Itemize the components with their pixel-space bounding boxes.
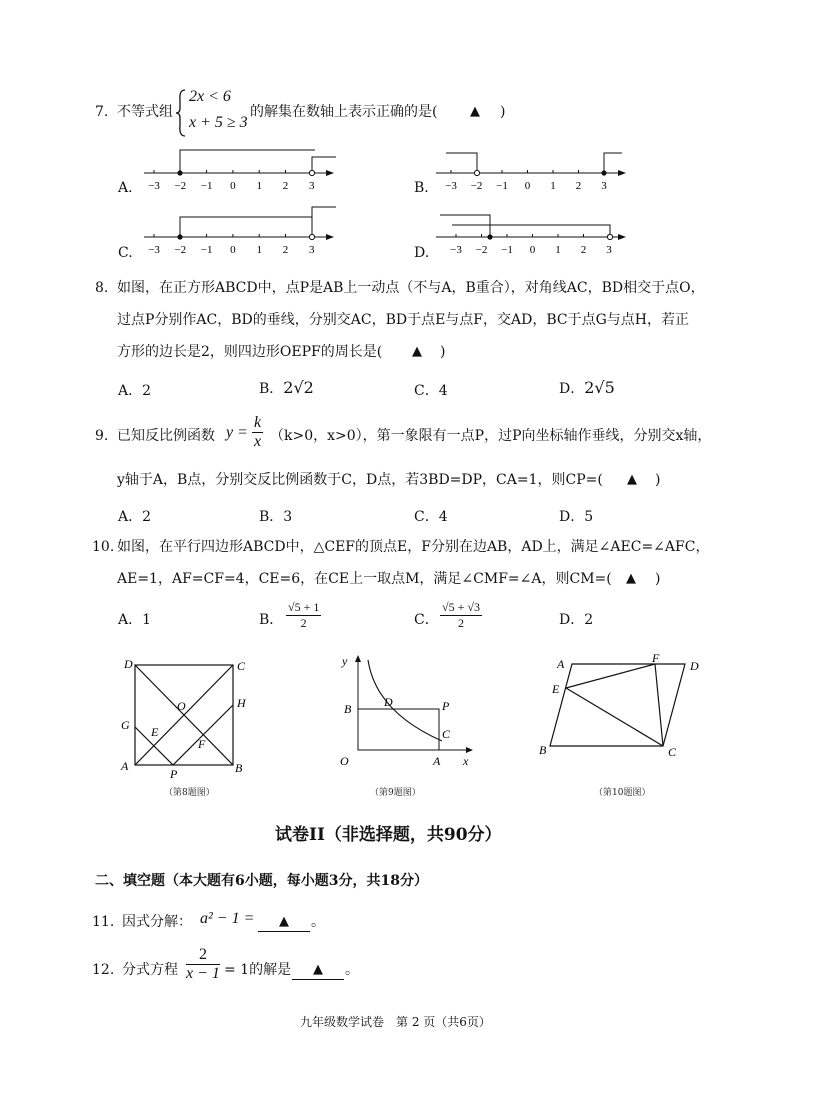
figure-8-square-diagram xyxy=(115,655,255,780)
tick-label: 0 xyxy=(230,244,236,256)
tick-label: 2 xyxy=(575,180,582,192)
section-2-title: 二、填空题（本大题有6小题，每小题3分，共18分） xyxy=(95,873,428,889)
fig9-label-a: A xyxy=(433,754,441,768)
q12-number: 12. xyxy=(92,962,115,978)
tick-label: −2 xyxy=(470,180,483,192)
fig10-label-b: B xyxy=(539,743,547,757)
fig8-label-p: P xyxy=(170,767,178,780)
tick-label: 2 xyxy=(282,244,289,256)
solid-point xyxy=(487,234,492,239)
solid-point xyxy=(177,170,182,175)
q11-answer-blank[interactable]: ▲ xyxy=(258,913,310,932)
tick-label: −1 xyxy=(501,244,513,256)
q10-number: 10. xyxy=(92,539,115,555)
hollow-point xyxy=(474,170,479,175)
fig8-label-h: H xyxy=(237,696,246,710)
fig9-label-c: C xyxy=(442,727,451,741)
q7-option-d-label: D. xyxy=(414,245,430,261)
answer-triangle: ▲ xyxy=(626,571,636,586)
q9-line-2: y轴于A，B点，分别交反比例函数于C，D点，若3BD=DP，CA=1，则CP=( xyxy=(117,472,603,488)
answer-triangle: ▲ xyxy=(412,344,422,359)
q9-prefix: 已知反比例函数 xyxy=(117,428,215,444)
page-footer: 九年级数学试卷 第 2 页（共6页） xyxy=(300,1015,491,1029)
q8-line-3: 方形的边长是2，则四边形OEPF的周长是( xyxy=(117,344,383,360)
fig9-label-b: B xyxy=(344,702,352,716)
q7-option-b-numberline xyxy=(432,140,632,195)
tick-label: 3 xyxy=(309,244,315,256)
q10-option-d: D．2 xyxy=(559,612,594,628)
part-2-title: 试卷II（非选择题，共90分） xyxy=(275,825,502,845)
q9-option-a: A．2 xyxy=(118,509,152,525)
fig10-label-c: C xyxy=(668,745,677,759)
tick-label: 1 xyxy=(256,244,262,256)
q8-line-2: 过点P分别作AC，BD的垂线，分别交AC，BD于点E与点F，交AD，BC于点G与点H，若正 xyxy=(117,312,690,328)
q10-line-2: AE=1，AF=CF=4，CE=6，在CE上一取点M，满足∠CMF=∠A，则CM=( xyxy=(117,571,612,587)
q10-close: ) xyxy=(655,571,661,587)
tick-label: −1 xyxy=(496,180,508,192)
figure-9-hyperbola-diagram xyxy=(330,650,480,775)
fig8-label-d: D xyxy=(124,657,133,671)
q11-text: 因式分解： xyxy=(122,914,192,930)
q7-option-b-label: B. xyxy=(414,180,429,196)
fig10-label-d: D xyxy=(690,659,699,673)
fig10-label-e: E xyxy=(552,682,560,696)
answer-triangle: ▲ xyxy=(470,104,480,119)
figure-10-parallelogram-diagram xyxy=(535,650,715,765)
fig10-label-a: A xyxy=(557,657,565,671)
q9-close: ) xyxy=(655,472,661,488)
solid-point xyxy=(177,234,182,239)
tick-label: −3 xyxy=(148,244,160,256)
fig9-label-y: y xyxy=(342,654,348,668)
tick-label: −1 xyxy=(200,180,213,192)
q10-option-c-fraction: $\frac{√5 + √3}{2}$ xyxy=(442,600,480,630)
q7-option-c-label: C. xyxy=(118,245,133,261)
q7-inequality-1: 2x < 6 xyxy=(189,88,231,105)
q10-option-c-label: C． xyxy=(414,612,439,628)
q8-option-d: D．2√5 xyxy=(559,378,615,397)
hollow-point xyxy=(309,234,314,239)
q10-option-a: A．1 xyxy=(118,612,152,628)
tick-label: 0 xyxy=(524,180,531,192)
q12-answer-blank[interactable]: ▲ xyxy=(292,961,344,980)
fig8-label-g: G xyxy=(121,718,130,732)
q9-condition: （k>0，x>0），第一象限有一点P，过P向坐标轴作垂线，分别交x轴， xyxy=(270,428,712,444)
q7-option-a-numberline xyxy=(140,140,340,195)
fig10-label-f: F xyxy=(652,651,660,665)
q9-function-lhs: y = xyxy=(226,424,248,441)
q7-suffix: 的解集在数轴上表示正确的是( xyxy=(250,104,438,120)
tick-label: 3 xyxy=(309,180,315,192)
q7-option-a-label: A. xyxy=(118,180,133,196)
tick-label: −2 xyxy=(475,244,488,256)
q7-option-d-numberline xyxy=(432,204,632,259)
tick-label: −3 xyxy=(148,180,160,192)
tick-label: −2 xyxy=(174,180,187,192)
q8-option-b: B．2√2 xyxy=(259,378,314,397)
fig8-label-a: A xyxy=(121,759,129,773)
q12-end: 。 xyxy=(345,962,359,978)
q7-number: 7. xyxy=(95,104,109,120)
brace-icon xyxy=(175,88,187,138)
tick-label: 1 xyxy=(550,180,556,192)
q9-option-c: C．4 xyxy=(414,509,448,525)
tick-label: 3 xyxy=(606,244,612,256)
q7-inequality-2: x + 5 ≥ 3 xyxy=(189,114,248,131)
tick-label: −1 xyxy=(200,244,213,256)
figure-10-caption: （第10题图） xyxy=(594,788,651,798)
q12-rhs: = 1的解是 xyxy=(224,962,292,978)
tick-label: −3 xyxy=(445,180,457,192)
figure-9-caption: （第9题图） xyxy=(370,788,421,798)
q9-option-d: D．5 xyxy=(559,509,594,525)
tick-label: 0 xyxy=(230,180,236,192)
fig9-label-x: x xyxy=(463,754,469,768)
q9-option-b: B．3 xyxy=(259,509,293,525)
fig8-label-o: O xyxy=(177,699,186,713)
q10-option-b-fraction: $\frac{√5 + 1}{2}$ xyxy=(288,600,320,630)
q8-option-c: C．4 xyxy=(414,383,448,399)
q12-fraction: $\frac{2}{x - 1}$ xyxy=(186,946,220,982)
tick-label: 0 xyxy=(529,244,536,256)
tick-label: −2 xyxy=(174,244,187,256)
q10-option-b-label: B． xyxy=(259,612,284,628)
fig8-label-e: E xyxy=(151,725,159,739)
q7-close: ) xyxy=(500,104,506,120)
hollow-point xyxy=(607,234,612,239)
q12-text: 分式方程 xyxy=(122,962,178,978)
q11-number: 11. xyxy=(92,914,115,930)
fig9-label-o: O xyxy=(340,754,349,768)
answer-triangle: ▲ xyxy=(627,472,637,487)
q7-option-c-numberline xyxy=(140,204,340,259)
q8-option-a: A．2 xyxy=(118,383,152,399)
q8-line-1: 如图，在正方形ABCD中，点P是AB上一动点（不与A，B重合），对角线AC，BD相交于点O， xyxy=(117,280,705,296)
q9-number: 9. xyxy=(95,428,109,444)
q11-end: 。 xyxy=(311,914,325,930)
hollow-point xyxy=(309,170,314,175)
q11-expression: a² − 1 = xyxy=(200,910,255,927)
tick-label: 3 xyxy=(601,180,607,192)
fig8-label-f: F xyxy=(198,737,206,751)
tick-label: 1 xyxy=(256,180,262,192)
tick-label: 2 xyxy=(580,244,587,256)
fig8-label-b: B xyxy=(235,761,243,775)
tick-label: −3 xyxy=(450,244,462,256)
q9-function-fraction: $\frac{k}{x}$ xyxy=(254,414,262,450)
solid-point xyxy=(601,170,606,175)
fig8-label-c: C xyxy=(237,659,246,673)
tick-label: 2 xyxy=(282,180,289,192)
q8-number: 8. xyxy=(95,280,109,296)
fig9-label-p: P xyxy=(442,699,450,713)
fig9-label-d: D xyxy=(384,695,393,709)
q7-prefix: 不等式组 xyxy=(117,104,173,120)
figure-8-caption: （第8题图） xyxy=(164,788,215,798)
q8-close: ) xyxy=(440,344,446,360)
q10-line-1: 如图，在平行四边形ABCD中，△CEF的顶点E，F分别在边AB，AD上，满足∠AEC=∠AFC， xyxy=(117,539,710,555)
tick-label: 1 xyxy=(555,244,561,256)
